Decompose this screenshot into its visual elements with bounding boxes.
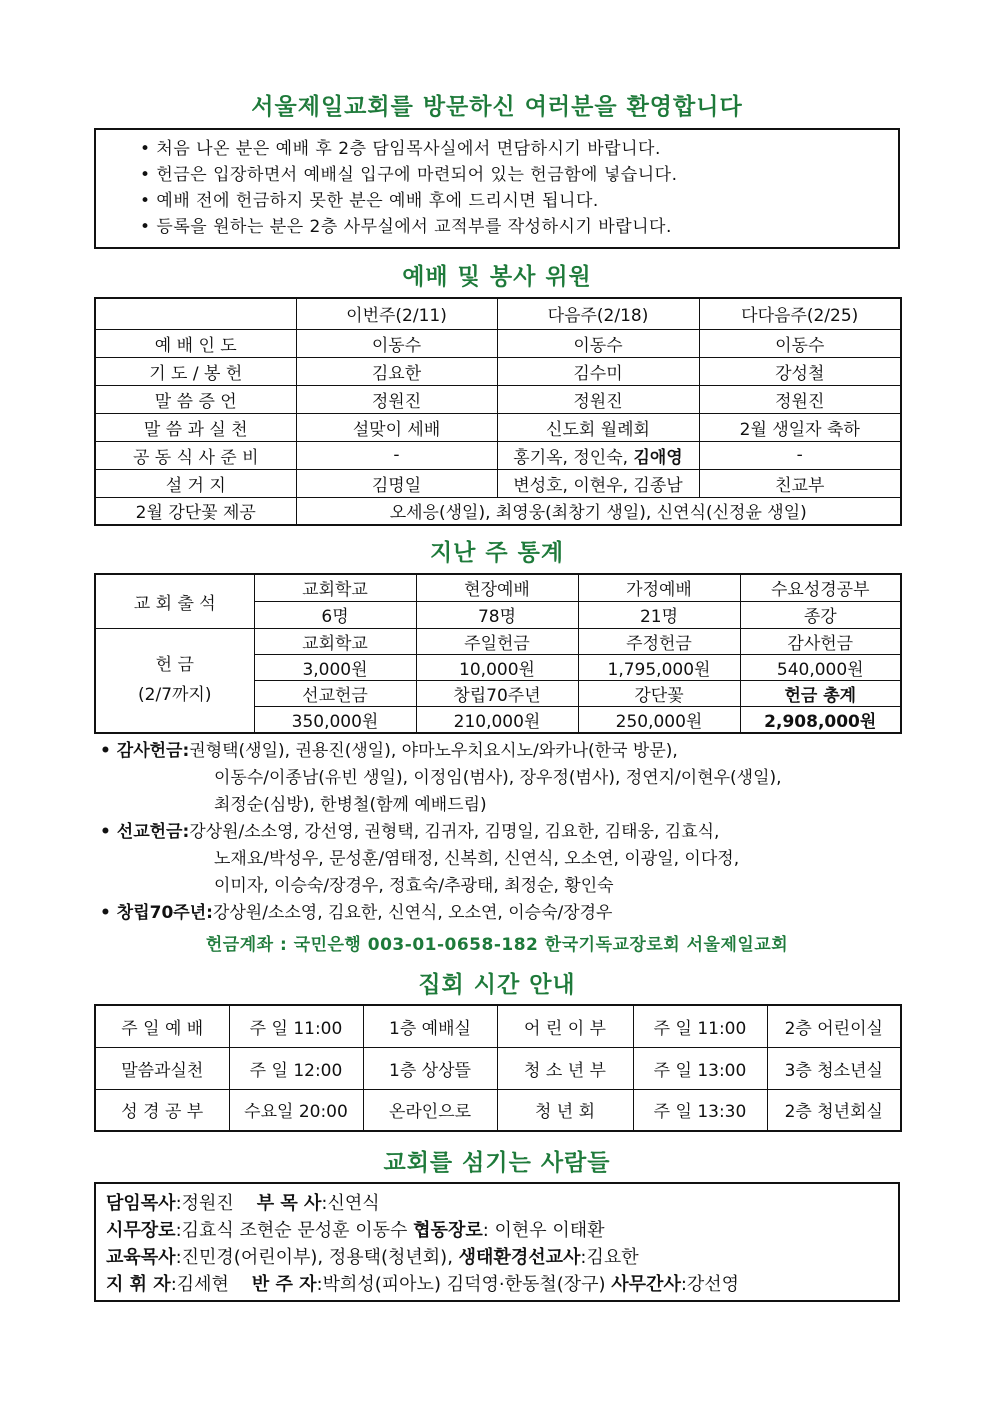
table-cell: - xyxy=(699,441,901,469)
meal-bold-name: 김애영 xyxy=(633,447,683,468)
table-cell: 신도회 월례회 xyxy=(497,413,699,441)
staff-role: 협동장로 xyxy=(413,1220,483,1241)
welcome-bullet: • 등록을 원하는 분은 2층 사무실에서 교적부를 작성하시기 바랍니다. xyxy=(140,217,672,237)
table-row xyxy=(95,441,901,469)
table-row xyxy=(95,298,901,329)
table-header: 교회학교 xyxy=(254,574,416,601)
table-cell: 2월 생일자 축하 xyxy=(699,413,901,441)
offering-period: (2/7까지) xyxy=(138,685,212,705)
staff-names: :강선영 xyxy=(680,1274,740,1295)
table-header: 가정예배 xyxy=(578,574,740,601)
staff-names: :김효식 조현순 문성훈 이동수 xyxy=(175,1220,414,1241)
table-cell: 2월 강단꽃 제공 xyxy=(95,497,296,525)
table-cell: 주 일 11:00 xyxy=(633,1005,767,1047)
table-cell: 김명일 xyxy=(296,469,497,497)
offering-account: 헌금계좌 : 국민은행 003-01-0658-182 한국기독교장로회 서울제일교회 xyxy=(205,935,789,955)
service-table xyxy=(94,297,902,526)
meetings-table xyxy=(94,1004,902,1132)
table-row xyxy=(95,1047,901,1089)
staff-title: 교회를 섬기는 사람들 xyxy=(383,1150,611,1176)
table-cell: 정원진 xyxy=(296,385,497,413)
table-row xyxy=(95,385,901,413)
table-cell: 540,000원 xyxy=(740,654,901,680)
table-cell: 청 년 회 xyxy=(497,1089,633,1131)
staff-role: 반 주 자 xyxy=(251,1274,317,1295)
table-cell: 이동수 xyxy=(699,329,901,357)
staff-role: 생태환경선교사 xyxy=(458,1247,581,1268)
table-cell: 강성철 xyxy=(699,357,901,385)
table-cell: 설맞이 세배 xyxy=(296,413,497,441)
mission-label: • 선교헌금: xyxy=(100,822,190,842)
table-row xyxy=(95,469,901,497)
table-cell: 주 일 12:00 xyxy=(229,1047,363,1089)
table-cell: 주 일 예 배 xyxy=(95,1005,229,1047)
service-title: 예배 및 봉사 위원 xyxy=(402,264,592,290)
table-cell: 2층 청년회실 xyxy=(767,1089,901,1131)
staff-names: :정원진 xyxy=(175,1193,234,1214)
table-header: 강단꽃 xyxy=(578,680,740,706)
table-cell: 예 배 인 도 xyxy=(95,329,296,357)
staff-names: :진민경(어린이부), 정용택(청년회), xyxy=(175,1247,459,1268)
table-cell: 말 씀 증 언 xyxy=(95,385,296,413)
staff-line xyxy=(106,1190,898,1217)
table-header: 수요성경공부 xyxy=(740,574,901,601)
table-header: 주일헌금 xyxy=(416,628,578,654)
list-item xyxy=(100,738,920,765)
table-header: 창립70주년 xyxy=(416,680,578,706)
mission-text: 노재요/박성우, 문성훈/염태정, 신복희, 신연식, 오소연, 이광일, 이다정, xyxy=(214,849,740,869)
table-cell: 78명 xyxy=(416,601,578,628)
table-cell: 김요한 xyxy=(296,357,497,385)
anniversary-text: 강상원/소소영, 김요한, 신연식, 오소연, 이승숙/장경우 xyxy=(212,903,613,923)
staff-line xyxy=(106,1271,898,1298)
staff-line xyxy=(106,1244,898,1271)
staff-role: 시무장로 xyxy=(106,1220,176,1241)
table-cell: 말 씀 과 실 천 xyxy=(95,413,296,441)
table-cell: 주 일 11:00 xyxy=(229,1005,363,1047)
staff-line xyxy=(106,1217,898,1244)
welcome-bullet: • 처음 나온 분은 예배 후 2층 담임목사실에서 면담하시기 바랍니다. xyxy=(140,139,661,159)
table-cell: 이동수 xyxy=(497,329,699,357)
staff-names: :박희성(피아노) 김덕영·한동철(장구) xyxy=(316,1274,612,1295)
table-cell: 변성호, 이현우, 김종남 xyxy=(497,469,699,497)
staff-names: :김요한 xyxy=(580,1247,639,1268)
stats-title: 지난 주 통계 xyxy=(429,540,565,566)
table-cell: 2,908,000원 xyxy=(740,706,901,733)
meetings-title: 집회 시간 안내 xyxy=(418,972,576,998)
table-cell: 종강 xyxy=(740,601,901,628)
table-cell: 350,000원 xyxy=(254,706,416,733)
meal-names: 홍기옥, 정인숙, xyxy=(513,447,634,468)
table-cell: 3층 청소년실 xyxy=(767,1047,901,1089)
staff-role: 교육목사 xyxy=(106,1247,176,1268)
table-row xyxy=(95,1089,901,1131)
table-row xyxy=(95,413,901,441)
thanks-text: 권형택(생일), 권용진(생일), 야마노우치요시노/와카나(한국 방문), xyxy=(189,741,678,761)
staff-names: :신연식 xyxy=(321,1193,380,1214)
staff-role: 담임목사 xyxy=(106,1193,176,1214)
offering-notes xyxy=(100,738,920,927)
table-cell: 주 일 13:30 xyxy=(633,1089,767,1131)
table-header: 다음주(2/18) xyxy=(497,298,699,329)
table-cell: 말씀과실천 xyxy=(95,1047,229,1089)
thanks-text: 이동수/이종남(유빈 생일), 이정임(범사), 장우정(범사), 정연지/이현우(생일), xyxy=(214,768,782,788)
table-header: 선교헌금 xyxy=(254,680,416,706)
table-cell: 정원진 xyxy=(497,385,699,413)
table-row xyxy=(95,497,901,525)
staff-role: 사무간사 xyxy=(611,1274,681,1295)
table-header: 주정헌금 xyxy=(578,628,740,654)
staff-names: :김세현 xyxy=(170,1274,229,1295)
table-cell: 수요일 20:00 xyxy=(229,1089,363,1131)
table-cell: 250,000원 xyxy=(578,706,740,733)
table-cell xyxy=(95,628,254,733)
welcome-bullet: • 예배 전에 헌금하지 못한 분은 예배 후에 드리시면 됩니다. xyxy=(140,191,599,211)
table-cell: 3,000원 xyxy=(254,654,416,680)
table-cell: 공 동 식 사 준 비 xyxy=(95,441,296,469)
list-item xyxy=(100,900,920,927)
table-cell xyxy=(497,441,699,469)
anniversary-label: • 창립70주년: xyxy=(100,903,213,923)
thanks-text: 최정순(심방), 한병철(함께 예배드림) xyxy=(214,795,487,815)
staff-role: 지 휘 자 xyxy=(106,1274,171,1295)
table-cell: 210,000원 xyxy=(416,706,578,733)
staff-box xyxy=(94,1182,900,1302)
table-cell: 어 린 이 부 xyxy=(497,1005,633,1047)
list-item xyxy=(100,819,920,846)
staff-names: : 이현우 이태환 xyxy=(482,1220,605,1241)
mission-text: 이미자, 이승숙/장경우, 정효숙/추광태, 최정순, 황인숙 xyxy=(214,876,614,896)
table-cell: 설 거 지 xyxy=(95,469,296,497)
table-cell: 정원진 xyxy=(699,385,901,413)
thanks-label: • 감사헌금: xyxy=(100,741,190,761)
table-cell: 2층 어린이실 xyxy=(767,1005,901,1047)
table-cell: 1층 상상뜰 xyxy=(363,1047,497,1089)
welcome-bullet: • 헌금은 입장하면서 예배실 입구에 마련되어 있는 헌금함에 넣습니다. xyxy=(140,165,678,185)
table-cell: 김수미 xyxy=(497,357,699,385)
table-row xyxy=(95,357,901,385)
table-header: 다다음주(2/25) xyxy=(699,298,901,329)
mission-text: 강상원/소소영, 강선영, 권형택, 김귀자, 김명일, 김요한, 김태웅, 김효식, xyxy=(189,822,720,842)
table-cell: 성 경 공 부 xyxy=(95,1089,229,1131)
table-row xyxy=(95,574,901,601)
table-row xyxy=(95,628,901,654)
table-header: 감사헌금 xyxy=(740,628,901,654)
table-cell: 온라인으로 xyxy=(363,1089,497,1131)
offering-label: 헌 금 xyxy=(155,655,194,675)
welcome-title: 서울제일교회를 방문하신 여러분을 환영합니다 xyxy=(251,94,743,120)
table-row xyxy=(95,1005,901,1047)
table-cell: 교 회 출 석 xyxy=(95,574,254,628)
table-cell: 기 도 / 봉 헌 xyxy=(95,357,296,385)
table-cell: 친교부 xyxy=(699,469,901,497)
staff-role: 부 목 사 xyxy=(256,1193,322,1214)
table-cell: 6명 xyxy=(254,601,416,628)
table-header: 이번주(2/11) xyxy=(296,298,497,329)
table-header: 헌금 총계 xyxy=(740,680,901,706)
table-cell: 21명 xyxy=(578,601,740,628)
table-header: 교회학교 xyxy=(254,628,416,654)
table-cell: 10,000원 xyxy=(416,654,578,680)
stats-table xyxy=(94,573,902,734)
table-cell: 오세응(생일), 최영웅(최창기 생일), 신연식(신정윤 생일) xyxy=(296,497,901,525)
table-header: 현장예배 xyxy=(416,574,578,601)
table-row xyxy=(95,329,901,357)
table-cell: 1층 예배실 xyxy=(363,1005,497,1047)
table-cell: 주 일 13:00 xyxy=(633,1047,767,1089)
table-cell: - xyxy=(296,441,497,469)
table-cell xyxy=(95,298,296,329)
table-cell: 이동수 xyxy=(296,329,497,357)
table-cell: 1,795,000원 xyxy=(578,654,740,680)
welcome-box xyxy=(94,128,900,249)
table-cell: 청 소 년 부 xyxy=(497,1047,633,1089)
